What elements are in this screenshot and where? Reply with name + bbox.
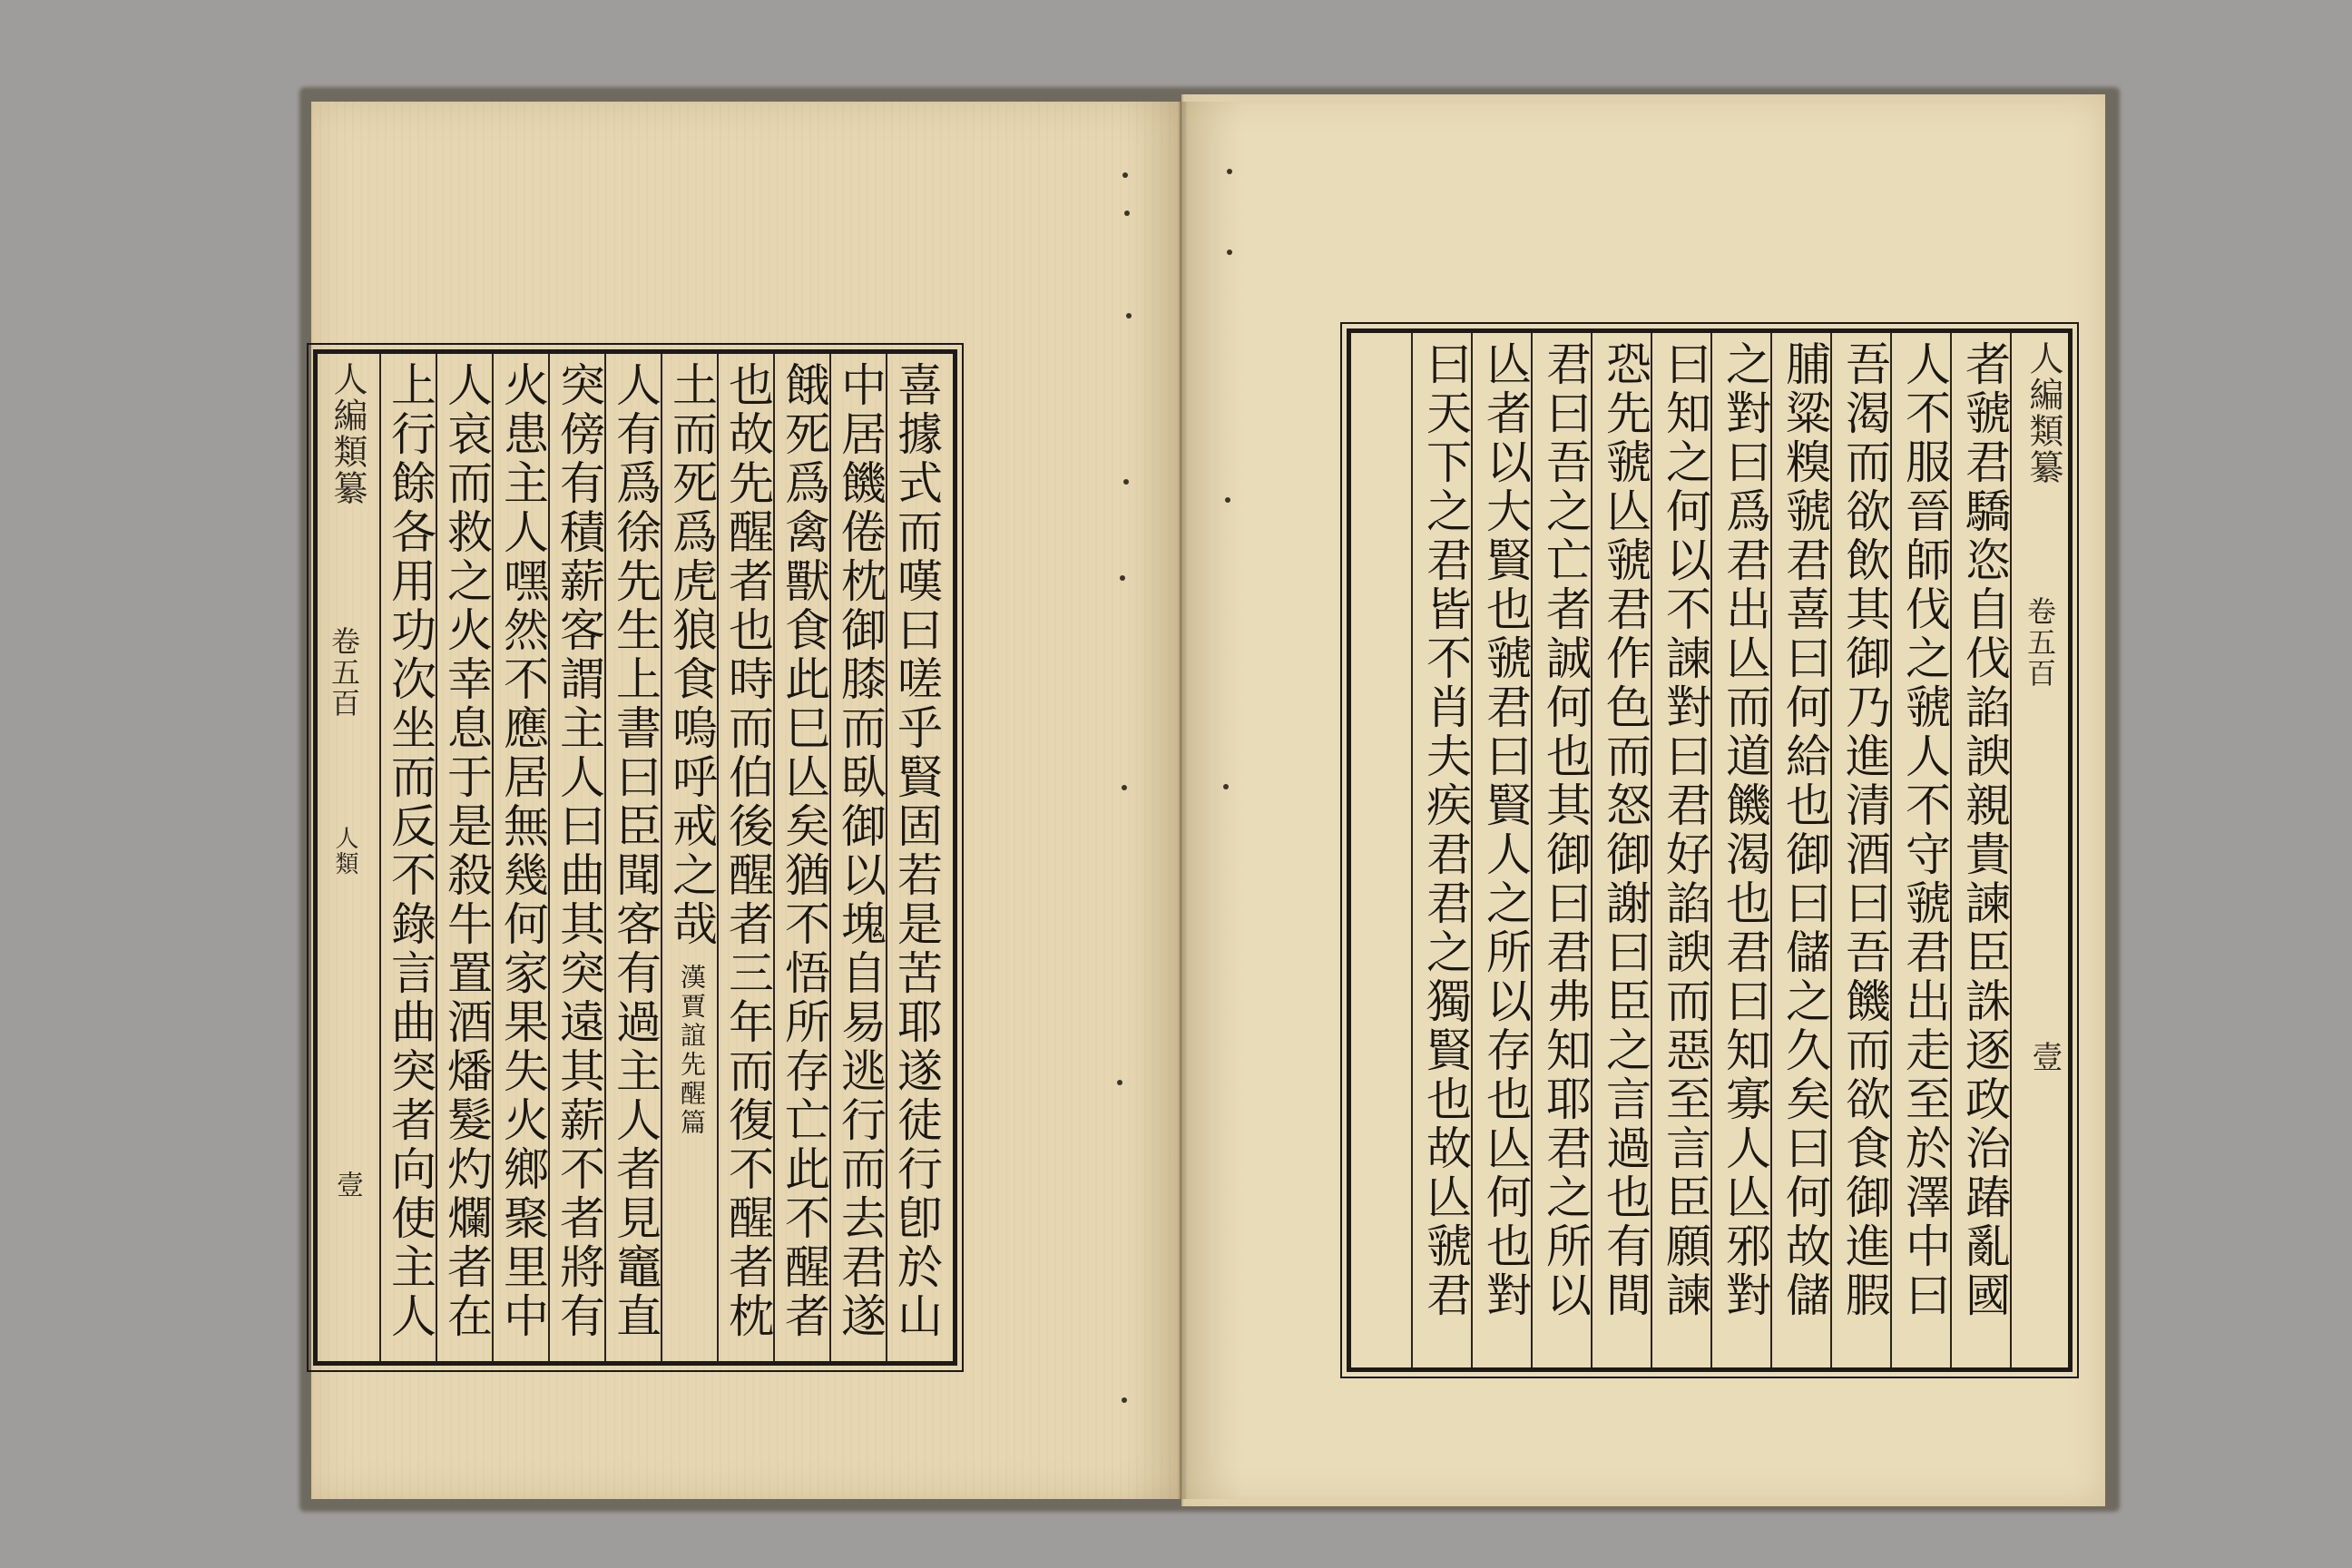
text-column: 中居饑倦枕御膝而臥御以塊自易逃行而去君遂 xyxy=(834,361,887,1341)
margin-title: 人編類纂 xyxy=(2024,340,2063,485)
stitch-hole xyxy=(1225,497,1230,503)
stitch-hole xyxy=(1223,784,1229,789)
text-column: 餓死爲禽獸食此巳亾矣猶不悟所存亡此不醒者 xyxy=(778,361,830,1341)
margin-volume: 卷五百 xyxy=(327,626,361,719)
text-column: 也故先醒者也時而伯後醒者三年而復不醒者枕 xyxy=(721,361,774,1341)
text-column: 人哀而救之火幸息于是殺牛置酒燔髮灼爛者在 xyxy=(440,361,493,1341)
stitch-hole xyxy=(1117,1080,1122,1085)
text-column: 火患主人嘿然不應居無幾何家果失火鄉聚里中 xyxy=(496,361,549,1341)
stitch-hole xyxy=(1123,479,1129,485)
text-column: 恐先虢亾虢君作色而怒御謝曰臣之言過也有間 xyxy=(1599,340,1651,1320)
margin-folio: 壹 xyxy=(2026,1041,2063,1073)
text-column: 人有爲徐先生上書曰臣聞客有過主人者見竈直 xyxy=(609,361,662,1341)
right-text-frame xyxy=(1347,328,2073,1372)
margin-category: 人類 xyxy=(331,826,358,877)
stitch-hole xyxy=(1122,1397,1127,1403)
text-column: 土而死爲虎狼食嗚呼戒之哉 xyxy=(665,361,718,949)
text-column: 人不服晉師伐之虢人不守虢君出走至於澤中曰 xyxy=(1898,340,1951,1320)
text-column: 喜據式而嘆曰嗟乎賢固若是苦耶遂徒行卽於山 xyxy=(890,361,943,1341)
margin-folio: 壹 xyxy=(331,1171,363,1200)
text-column: 亾者以大賢也虢君曰賢人之所以存也亾何也對 xyxy=(1479,340,1532,1320)
stitch-hole xyxy=(1227,169,1232,174)
text-column: 上行餘各用功次坐而反不錄言曲突者向使主人 xyxy=(384,361,436,1341)
stitch-hole xyxy=(1122,785,1127,790)
margin-title: 人編類纂 xyxy=(328,361,368,506)
column-rule xyxy=(1411,333,1413,1367)
stitch-hole xyxy=(1227,250,1232,255)
text-column: 突傍有積薪客謂主人曰曲其突遠其薪不者將有 xyxy=(553,361,605,1341)
stitch-hole xyxy=(1122,172,1128,178)
text-column: 者虢君驕恣自伐諂諛親貴諫臣誅逐政治踳亂國 xyxy=(1958,340,2011,1320)
source-note: 漢賈誼先醒篇 xyxy=(677,964,707,1138)
left-text-frame xyxy=(313,349,957,1366)
margin-volume: 卷五百 xyxy=(2023,596,2057,689)
text-column: 君曰吾之亡者誠何也其御曰君弗知耶君之所以 xyxy=(1539,340,1592,1320)
text-column: 曰知之何以不諫對曰君好諂諛而惡至言臣願諫 xyxy=(1659,340,1711,1320)
stitch-hole xyxy=(1126,313,1132,318)
column-rule xyxy=(379,354,381,1361)
text-column: 吾渴而欲飲其御乃進清酒曰吾饑而欲食御進腵 xyxy=(1838,340,1891,1320)
text-column: 之對曰爲君出亾而道饑渴也君曰知寡人亾邪對 xyxy=(1719,340,1771,1320)
stitch-hole xyxy=(1124,211,1130,216)
text-column: 脯粱糗虢君喜曰何給也御曰儲之久矣曰何故儲 xyxy=(1779,340,1831,1320)
stitch-hole xyxy=(1120,575,1125,581)
text-column: 曰天下之君皆不肖夫疾君君之獨賢也故亾虢君 xyxy=(1419,340,1472,1320)
